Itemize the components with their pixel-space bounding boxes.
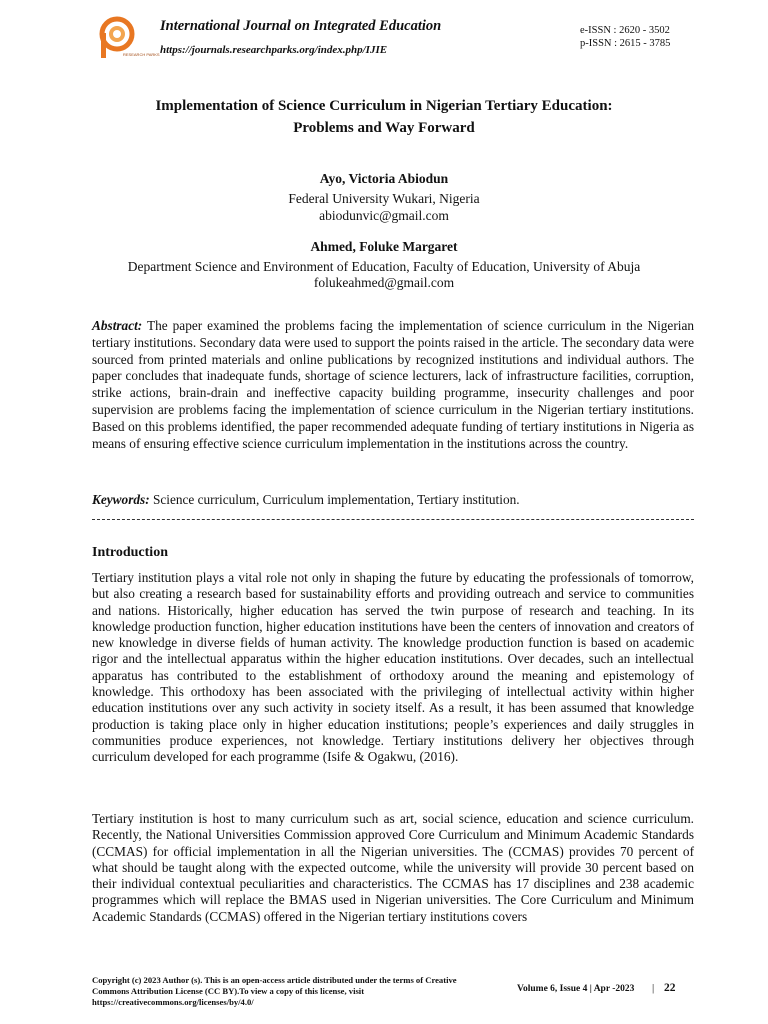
keywords-text: Science curriculum, Curriculum implementation, Tertiary institution. [152, 492, 520, 507]
section-divider [92, 519, 694, 520]
abstract-label: Abstract: [92, 318, 143, 333]
author-2-affiliation: Department Science and Environment of Education, Faculty of Education, University of Abuja [127, 259, 641, 274]
introduction-paragraph-1: Tertiary institution plays a vital role not only in shaping the future by educating the professionals of tomorrow, but also creating a research based for sustainability efforts and providing outreach and service to communities and nations. Historically, higher education has served the twin purpose of research and teaching. In its knowledge production function, higher education institutions have been the centers of innovation and creators of new knowledge in diverse fields of human activity. The knowledge production function is based on academic rigor and the intellectual apparatus within the higher education institutions. Over decades, such an intellectual apparatus has contributed to the establishment of orthodoxy around the meaning and epistemology of knowledge. This orthodoxy has been associated with the privileging of intellectual activity within higher education institutions over any such activity in society itself. As a result, it has been assumed that knowledge production is taking place only in higher education institutions; people’s experiences and daily struggles in communities produce experiences, not knowledge. Tertiary institutions delivery her objectives through curriculum developed for each programme (Isife & Ogakwu, (2016). [92, 570, 694, 765]
author-1-name: Ayo, Victoria Abiodun [319, 171, 449, 186]
paper-title-line-1: Implementation of Science Curriculum in Nigerian Tertiary Education: [155, 98, 613, 114]
author-2-email[interactable]: folukeahmed@gmail.com [313, 275, 455, 290]
footer-separator: | [652, 982, 655, 994]
author-1-email[interactable]: abiodunvic@gmail.com [319, 208, 449, 223]
page-number: 22 [664, 982, 676, 994]
journal-title: International Journal on Integrated Education [160, 18, 442, 34]
introduction-paragraph-2: Tertiary institution is host to many curriculum such as art, social science, education and science curriculum. Recently, the National Universities Commission approved Core Curriculum and Minimum Academic Standards (CCMAS) for official implementation in all the Nigerian universities. The (CCMAS) provides 70 percent of what should be taught along with the expected outcome, while the university will provide 30 percent based on their individual contextual peculiarities and characteristics. The CCMAS has 17 disciplines and 238 academic programmes which will replace the BMAS used in Nigerian universities. The Core Curriculum and Minimum Academic Standards (CCMAS) offered in the Nigerian tertiary institutions covers [92, 811, 694, 924]
author-2-name: Ahmed, Foluke Margaret [310, 239, 458, 254]
volume-issue: Volume 6, Issue 4 | Apr -2023 [517, 984, 635, 994]
e-issn: e-ISSN : 2620 - 3502 [580, 25, 670, 36]
paper-title [60, 95, 708, 139]
keywords-label: Keywords: [92, 492, 150, 507]
copyright-notice: Copyright (c) 2023 Author (s). This is an open-access article distributed under the terms of Creative Commons Attribution License (CC BY).To view a copy of this license, visit https://creativecommons.org/licenses/by/4.0/ [92, 975, 457, 1007]
journal-url[interactable]: https://journals.researchparks.org/index.php/IJIE [160, 44, 388, 56]
issn-block [580, 24, 670, 50]
paper-title-line-2: Problems and Way Forward [293, 120, 475, 136]
logo-text: RESEARCH PARKS [123, 52, 160, 57]
abstract [92, 318, 694, 452]
keywords [92, 492, 694, 508]
research-parks-logo [97, 16, 160, 60]
p-issn: p-ISSN : 2615 - 3785 [580, 38, 671, 49]
introduction-heading: Introduction [92, 545, 168, 560]
abstract-text: The paper examined the problems facing the implementation of science curriculum in the Nigerian tertiary institutions. Secondary data were used to support the points raised in the article. The secondary data were sourced from printed materials and online publications by recognized institutions and individual authors. The paper concludes that inadequate funds, shortage of science lecturers, lack of infrastructure facilities, corruption, strike actions, brain-drain and ineffective capacity building programme, insecurity challenges and poor supervision are problems facing the implementation of science curriculum in the Nigerian tertiary institutions. Based on this problems identified, the paper recommended adequate funding of tertiary institutions in Nigeria as means of ensuring effective science curriculum implementation in the institutions across the country. [92, 318, 694, 451]
author-1-affiliation: Federal University Wukari, Nigeria [288, 191, 480, 206]
